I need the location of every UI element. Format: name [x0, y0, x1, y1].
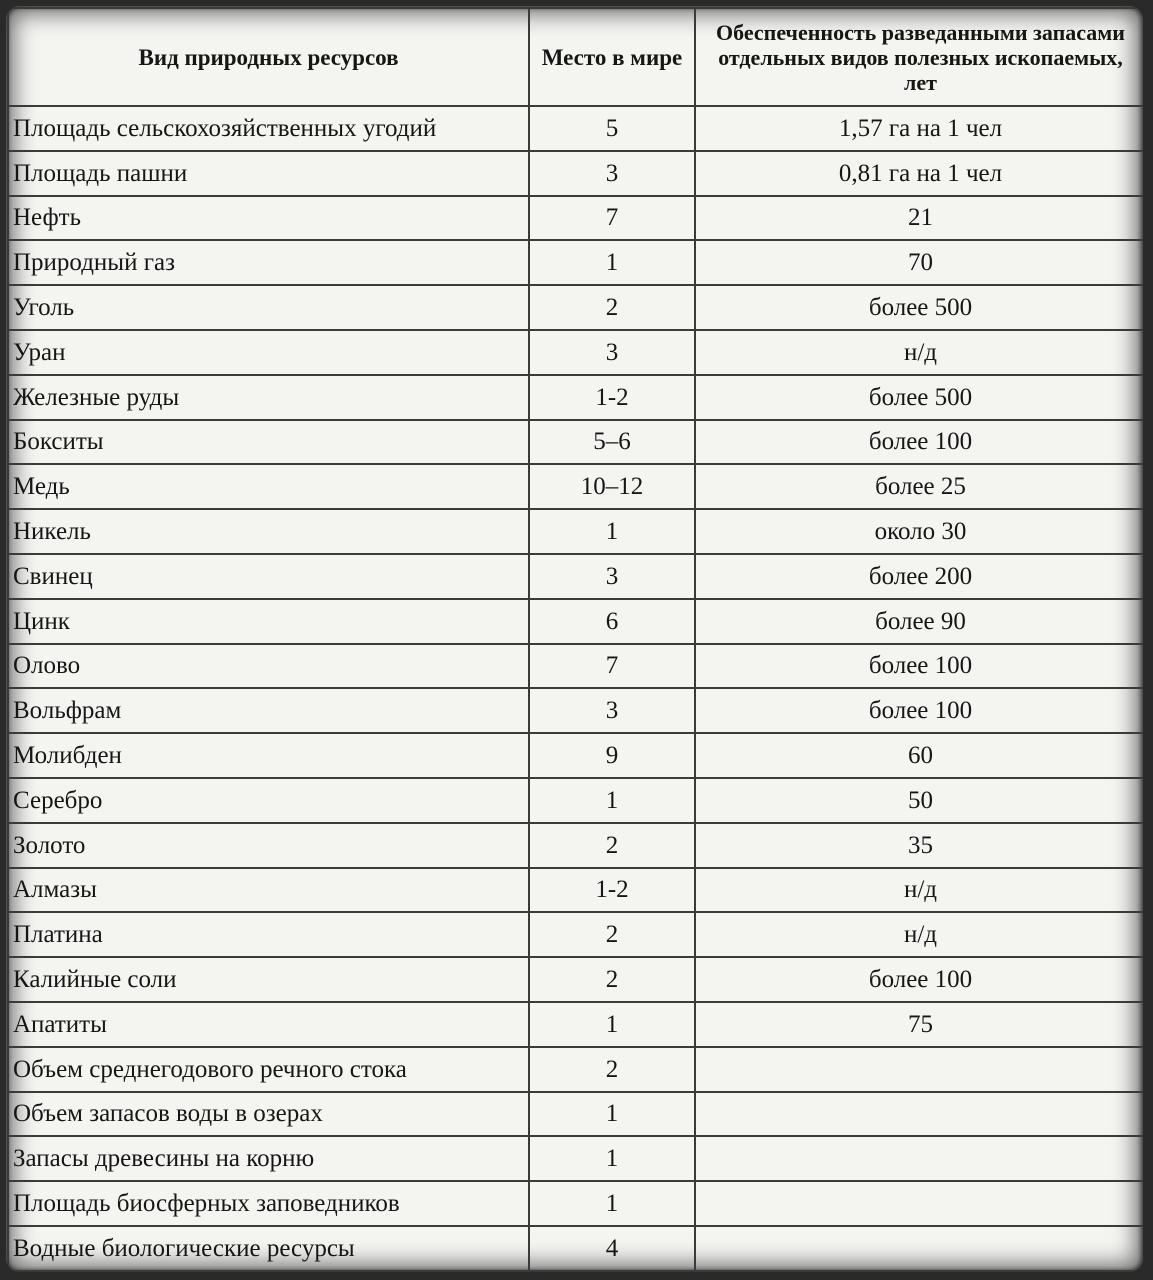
table-row	[8, 644, 1143, 689]
resources-table	[7, 7, 1143, 1272]
resource-name-cell: Площадь пашни	[8, 151, 529, 196]
reserves-supply-cell: более 100	[695, 957, 1143, 1002]
reserves-supply-cell: 35	[695, 823, 1143, 868]
table-row	[8, 554, 1143, 599]
reserves-supply-cell	[695, 1136, 1143, 1181]
world-rank-cell: 1	[529, 1002, 695, 1047]
table-row	[8, 599, 1143, 644]
resource-name-cell: Алмазы	[8, 868, 529, 913]
table-row	[8, 1092, 1143, 1137]
resource-name-cell: Объем среднегодового речного стока	[8, 1047, 529, 1092]
resource-name-cell: Серебро	[8, 778, 529, 823]
world-rank-cell: 1	[529, 1136, 695, 1181]
reserves-supply-cell: н/д	[695, 330, 1143, 375]
resource-name-cell: Золото	[8, 823, 529, 868]
reserves-supply-cell: 70	[695, 240, 1143, 285]
resource-name-cell: Площадь сельскохозяйственных угодий	[8, 106, 529, 151]
table-row	[8, 957, 1143, 1002]
header-resource-type: Вид природных ресурсов	[8, 8, 529, 106]
table-row	[8, 912, 1143, 957]
reserves-supply-cell: около 30	[695, 509, 1143, 554]
reserves-supply-cell	[695, 1181, 1143, 1226]
reserves-supply-cell: 60	[695, 733, 1143, 778]
resource-name-cell: Уран	[8, 330, 529, 375]
table-row	[8, 375, 1143, 420]
resource-name-cell: Водные биологические ресурсы	[8, 1226, 529, 1271]
reserves-supply-cell: более 200	[695, 554, 1143, 599]
world-rank-cell: 5–6	[529, 420, 695, 465]
resource-name-cell: Платина	[8, 912, 529, 957]
header-row	[8, 8, 1143, 106]
world-rank-cell: 6	[529, 599, 695, 644]
world-rank-cell: 5	[529, 106, 695, 151]
table-row	[8, 1226, 1143, 1271]
reserves-supply-cell: более 90	[695, 599, 1143, 644]
world-rank-cell: 4	[529, 1226, 695, 1271]
resource-name-cell: Объем запасов воды в озерах	[8, 1092, 529, 1137]
reserves-supply-cell: 1,57 га на 1 чел	[695, 106, 1143, 151]
reserves-supply-cell: более 100	[695, 420, 1143, 465]
table-row	[8, 420, 1143, 465]
resource-name-cell: Бокситы	[8, 420, 529, 465]
resource-name-cell: Калийные соли	[8, 957, 529, 1002]
reserves-supply-cell: 50	[695, 778, 1143, 823]
page-sheet	[6, 6, 1143, 1272]
reserves-supply-cell	[695, 1226, 1143, 1271]
resource-name-cell: Медь	[8, 464, 529, 509]
resource-name-cell: Вольфрам	[8, 688, 529, 733]
world-rank-cell: 2	[529, 285, 695, 330]
world-rank-cell: 7	[529, 196, 695, 241]
world-rank-cell: 3	[529, 554, 695, 599]
world-rank-cell: 3	[529, 330, 695, 375]
resource-name-cell: Железные руды	[8, 375, 529, 420]
table-row	[8, 330, 1143, 375]
table-row	[8, 196, 1143, 241]
table-row	[8, 688, 1143, 733]
table-row	[8, 509, 1143, 554]
table-row	[8, 285, 1143, 330]
header-world-rank: Место в мире	[529, 8, 695, 106]
table-row	[8, 1047, 1143, 1092]
reserves-supply-cell: более 500	[695, 285, 1143, 330]
table-row	[8, 151, 1143, 196]
reserves-supply-cell: 0,81 га на 1 чел	[695, 151, 1143, 196]
resource-name-cell: Свинец	[8, 554, 529, 599]
world-rank-cell: 1-2	[529, 868, 695, 913]
reserves-supply-cell: более 100	[695, 644, 1143, 689]
reserves-supply-cell: более 25	[695, 464, 1143, 509]
table-row	[8, 1002, 1143, 1047]
table-row	[8, 868, 1143, 913]
header-reserves-supply: Обеспеченность разведанными запасами отдельных видов полезных ископаемых, лет	[695, 8, 1143, 106]
world-rank-cell: 2	[529, 912, 695, 957]
reserves-supply-cell: более 500	[695, 375, 1143, 420]
reserves-supply-cell: н/д	[695, 912, 1143, 957]
resource-name-cell: Апатиты	[8, 1002, 529, 1047]
world-rank-cell: 1-2	[529, 375, 695, 420]
reserves-supply-cell	[695, 1092, 1143, 1137]
table-row	[8, 106, 1143, 151]
table-row	[8, 464, 1143, 509]
world-rank-cell: 2	[529, 823, 695, 868]
world-rank-cell: 3	[529, 151, 695, 196]
reserves-supply-cell	[695, 1047, 1143, 1092]
table-row	[8, 823, 1143, 868]
table-row	[8, 733, 1143, 778]
resource-name-cell: Нефть	[8, 196, 529, 241]
table-body	[8, 106, 1143, 1271]
world-rank-cell: 1	[529, 509, 695, 554]
table-row	[8, 240, 1143, 285]
resource-name-cell: Природный газ	[8, 240, 529, 285]
resource-name-cell: Уголь	[8, 285, 529, 330]
resource-name-cell: Запасы древесины на корню	[8, 1136, 529, 1181]
reserves-supply-cell: 75	[695, 1002, 1143, 1047]
resource-name-cell: Никель	[8, 509, 529, 554]
world-rank-cell: 3	[529, 688, 695, 733]
world-rank-cell: 1	[529, 1092, 695, 1137]
reserves-supply-cell: 21	[695, 196, 1143, 241]
world-rank-cell: 7	[529, 644, 695, 689]
world-rank-cell: 2	[529, 957, 695, 1002]
table-row	[8, 778, 1143, 823]
world-rank-cell: 1	[529, 1181, 695, 1226]
world-rank-cell: 9	[529, 733, 695, 778]
reserves-supply-cell: более 100	[695, 688, 1143, 733]
resource-name-cell: Олово	[8, 644, 529, 689]
world-rank-cell: 2	[529, 1047, 695, 1092]
world-rank-cell: 1	[529, 778, 695, 823]
table-row	[8, 1136, 1143, 1181]
resource-name-cell: Цинк	[8, 599, 529, 644]
resource-name-cell: Молибден	[8, 733, 529, 778]
world-rank-cell: 10–12	[529, 464, 695, 509]
reserves-supply-cell: н/д	[695, 868, 1143, 913]
world-rank-cell: 1	[529, 240, 695, 285]
table-row	[8, 1181, 1143, 1226]
resource-name-cell: Площадь биосферных заповедников	[8, 1181, 529, 1226]
